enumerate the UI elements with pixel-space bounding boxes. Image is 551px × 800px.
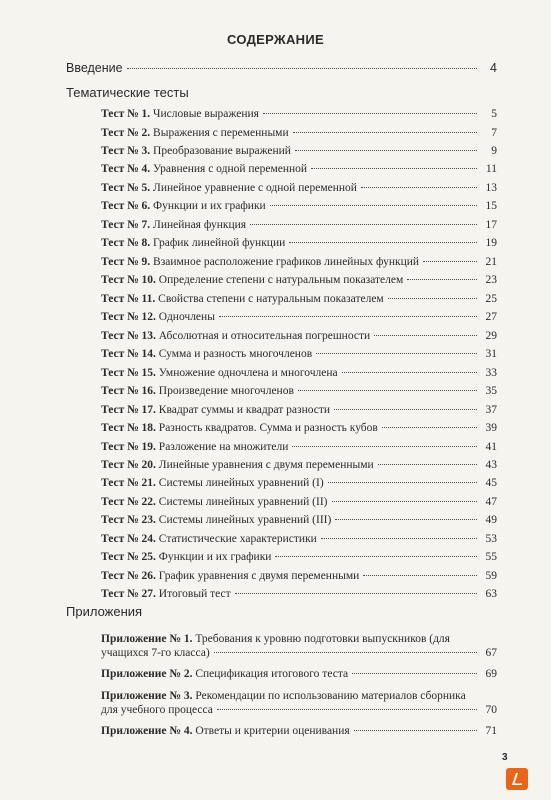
test-page: 53 bbox=[485, 532, 497, 545]
test-number: Тест № 9. bbox=[101, 255, 151, 268]
appendix-number: Приложение № 4. bbox=[101, 725, 193, 737]
test-number: Тест № 26. bbox=[101, 569, 156, 582]
test-page: 9 bbox=[491, 144, 497, 157]
dot-leader bbox=[332, 501, 478, 502]
test-page: 19 bbox=[485, 237, 497, 250]
dot-leader bbox=[407, 279, 477, 280]
dot-leader bbox=[342, 372, 477, 373]
toc-test-row bbox=[101, 236, 497, 250]
dot-leader bbox=[388, 298, 477, 299]
dot-leader bbox=[250, 224, 477, 225]
dot-leader bbox=[127, 68, 477, 69]
test-page: 15 bbox=[485, 200, 497, 213]
test-title: Квадрат суммы и квадрат разности bbox=[158, 403, 331, 416]
test-page: 33 bbox=[485, 366, 497, 379]
toc-test-row bbox=[101, 513, 497, 527]
test-title: Одночлены bbox=[158, 311, 215, 324]
toc-test-row bbox=[101, 273, 497, 287]
test-page: 29 bbox=[485, 329, 497, 342]
dot-leader bbox=[354, 730, 477, 731]
appendix-page: 71 bbox=[485, 725, 497, 737]
page-number: 3 bbox=[502, 752, 508, 763]
test-number: Тест № 22. bbox=[101, 495, 156, 508]
dot-leader bbox=[214, 652, 477, 653]
toc-test-row bbox=[101, 384, 497, 398]
test-title: Системы линейных уравнений (II) bbox=[158, 495, 328, 508]
toc-test-row bbox=[101, 181, 497, 195]
test-number: Тест № 21. bbox=[101, 477, 156, 490]
toc-appendix-item bbox=[101, 632, 497, 660]
test-page: 7 bbox=[491, 126, 497, 139]
test-title: Линейные уравнения с двумя переменными bbox=[158, 458, 374, 471]
appendix-number: Приложение № 3. bbox=[101, 690, 193, 702]
toc-test-row bbox=[101, 458, 497, 472]
section-heading-appendices: Приложения bbox=[66, 604, 143, 619]
test-title: Линейная функция bbox=[153, 218, 247, 231]
dot-leader bbox=[382, 427, 477, 428]
test-page: 47 bbox=[485, 495, 497, 508]
test-number: Тест № 10. bbox=[101, 274, 156, 287]
toc-appendix-item bbox=[101, 724, 497, 738]
dot-leader bbox=[316, 353, 477, 354]
test-page: 43 bbox=[485, 458, 497, 471]
dot-leader bbox=[293, 132, 477, 133]
test-title: Функции и их графики bbox=[153, 200, 266, 213]
toc-test-row bbox=[101, 329, 497, 343]
test-page: 17 bbox=[485, 218, 497, 231]
test-number: Тест № 20. bbox=[101, 458, 156, 471]
test-number: Тест № 5. bbox=[101, 181, 151, 194]
toc-intro-page: 4 bbox=[490, 61, 497, 75]
dot-leader bbox=[363, 575, 477, 576]
test-title: Взаимное расположение графиков линейных функций bbox=[153, 255, 420, 268]
page-title: СОДЕРЖАНИЕ bbox=[227, 32, 324, 47]
test-title: Системы линейных уравнений (I) bbox=[158, 477, 324, 490]
test-number: Тест № 25. bbox=[101, 551, 156, 564]
toc-intro-label: Введение bbox=[66, 61, 123, 75]
test-title: График линейной функции bbox=[153, 237, 286, 250]
test-page: 49 bbox=[485, 514, 497, 527]
toc-test-row bbox=[101, 126, 497, 140]
test-title: Произведение многочленов bbox=[158, 385, 294, 397]
appendix-title-line2: учащихся 7-го класса) bbox=[101, 647, 210, 659]
dot-leader bbox=[335, 519, 477, 520]
test-page: 45 bbox=[485, 477, 497, 490]
test-number: Тест № 23. bbox=[101, 514, 156, 527]
test-page: 41 bbox=[485, 440, 497, 453]
test-page: 27 bbox=[485, 311, 497, 324]
toc-test-row bbox=[101, 476, 497, 490]
test-number: Тест № 4. bbox=[101, 163, 151, 176]
test-number: Тест № 19. bbox=[101, 440, 156, 453]
test-number: Тест № 7. bbox=[101, 218, 151, 231]
appendix-title-line2: для учебного процесса bbox=[101, 704, 213, 716]
test-title: Итоговый тест bbox=[158, 588, 231, 601]
dot-leader bbox=[292, 446, 477, 447]
appendix-title-line1: Ответы и критерии оценивания bbox=[195, 725, 350, 737]
test-page: 63 bbox=[485, 588, 497, 601]
test-page: 31 bbox=[485, 348, 497, 361]
toc-test-row bbox=[101, 587, 497, 601]
publisher-logo-icon bbox=[506, 768, 528, 790]
appendix-title-line1: Рекомендации по использованию материалов сборника bbox=[195, 690, 466, 702]
appendix-page: 70 bbox=[485, 704, 497, 716]
test-title: Числовые выражения bbox=[153, 108, 259, 120]
appendix-page: 69 bbox=[485, 668, 497, 680]
dot-leader bbox=[270, 205, 477, 206]
dot-leader bbox=[328, 482, 477, 483]
test-title: Системы линейных уравнений (III) bbox=[158, 514, 332, 527]
toc-appendix-item bbox=[101, 667, 497, 681]
dot-leader bbox=[423, 261, 477, 262]
toc-test-row bbox=[101, 107, 497, 121]
dot-leader bbox=[298, 390, 477, 391]
test-title: Умножение одночлена и многочлена bbox=[158, 366, 338, 379]
test-number: Тест № 27. bbox=[101, 588, 156, 601]
dot-leader bbox=[235, 593, 477, 594]
toc-test-row bbox=[101, 310, 497, 324]
test-page: 11 bbox=[485, 163, 497, 176]
toc-intro bbox=[66, 61, 497, 75]
dot-leader bbox=[311, 168, 477, 169]
test-number: Тест № 6. bbox=[101, 200, 151, 213]
test-title: Функции и их графики bbox=[158, 551, 272, 564]
test-number: Тест № 2. bbox=[101, 126, 151, 139]
dot-leader bbox=[374, 335, 477, 336]
test-page: 59 bbox=[485, 569, 497, 582]
appendix-title-line1: Спецификация итогового теста bbox=[195, 668, 349, 680]
test-page: 39 bbox=[485, 422, 497, 434]
test-number: Тест № 16. bbox=[101, 385, 156, 397]
test-page: 13 bbox=[485, 181, 497, 194]
test-title: Сумма и разность многочленов bbox=[158, 348, 313, 361]
test-number: Тест № 24. bbox=[101, 532, 156, 545]
test-number: Тест № 13. bbox=[101, 329, 156, 342]
test-title: Разложение на множители bbox=[158, 440, 289, 453]
dot-leader bbox=[295, 150, 477, 151]
toc-test-row bbox=[101, 403, 497, 417]
appendix-number: Приложение № 2. bbox=[101, 668, 193, 680]
test-title: Преобразование выражений bbox=[153, 144, 291, 157]
toc-test-row bbox=[101, 347, 497, 361]
test-number: Тест № 8. bbox=[101, 237, 151, 250]
appendix-title-line1: Требования к уровню подготовки выпускников (для bbox=[195, 633, 450, 645]
test-number: Тест № 15. bbox=[101, 366, 156, 379]
dot-leader bbox=[321, 538, 477, 539]
test-title: Статистические характеристики bbox=[158, 532, 317, 545]
dot-leader bbox=[289, 242, 477, 243]
appendix-page: 67 bbox=[485, 647, 497, 659]
test-number: Тест № 12. bbox=[101, 311, 156, 324]
test-number: Тест № 3. bbox=[101, 144, 151, 157]
test-title: Определение степени с натуральным показателем bbox=[158, 274, 404, 287]
dot-leader bbox=[217, 709, 477, 710]
dot-leader bbox=[361, 187, 477, 188]
test-title: Линейное уравнение с одной переменной bbox=[153, 181, 357, 194]
appendix-number: Приложение № 1. bbox=[101, 633, 193, 645]
test-number: Тест № 18. bbox=[101, 422, 156, 434]
toc-test-row bbox=[101, 569, 497, 583]
toc-appendix-item bbox=[101, 689, 497, 717]
test-title: Свойства степени с натуральным показателем bbox=[158, 292, 384, 305]
test-page: 5 bbox=[491, 108, 497, 120]
test-number: Тест № 14. bbox=[101, 348, 156, 361]
toc-test-row bbox=[101, 421, 497, 435]
test-number: Тест № 11. bbox=[101, 292, 156, 305]
toc-test-row bbox=[101, 292, 497, 306]
toc-test-row bbox=[101, 495, 497, 509]
dot-leader bbox=[219, 316, 477, 317]
toc-test-row bbox=[101, 218, 497, 232]
toc-test-row bbox=[101, 144, 497, 158]
section-heading-tests: Тематические тесты bbox=[66, 85, 189, 100]
test-page: 23 bbox=[485, 274, 497, 287]
toc-test-row bbox=[101, 550, 497, 564]
test-title: График уравнения с двумя переменными bbox=[158, 569, 360, 582]
toc-test-row bbox=[101, 366, 497, 380]
toc-test-row bbox=[101, 440, 497, 454]
test-number: Тест № 1. bbox=[101, 108, 151, 120]
dot-leader bbox=[275, 556, 477, 557]
test-title: Абсолютная и относительная погрешности bbox=[158, 329, 371, 342]
test-page: 25 bbox=[485, 292, 497, 305]
dot-leader bbox=[352, 673, 477, 674]
test-page: 35 bbox=[485, 385, 497, 397]
test-page: 37 bbox=[485, 403, 497, 416]
test-number: Тест № 17. bbox=[101, 403, 156, 416]
test-page: 55 bbox=[485, 551, 497, 564]
test-title: Выражения с переменными bbox=[153, 126, 289, 139]
dot-leader bbox=[378, 464, 477, 465]
dot-leader bbox=[263, 113, 477, 114]
toc-test-row bbox=[101, 255, 497, 269]
test-title: Уравнения с одной переменной bbox=[153, 163, 308, 176]
test-page: 21 bbox=[485, 255, 497, 268]
toc-test-row bbox=[101, 532, 497, 546]
toc-test-row bbox=[101, 199, 497, 213]
test-title: Разность квадратов. Сумма и разность кубов bbox=[158, 422, 378, 434]
dot-leader bbox=[334, 409, 477, 410]
toc-test-row bbox=[101, 162, 497, 176]
